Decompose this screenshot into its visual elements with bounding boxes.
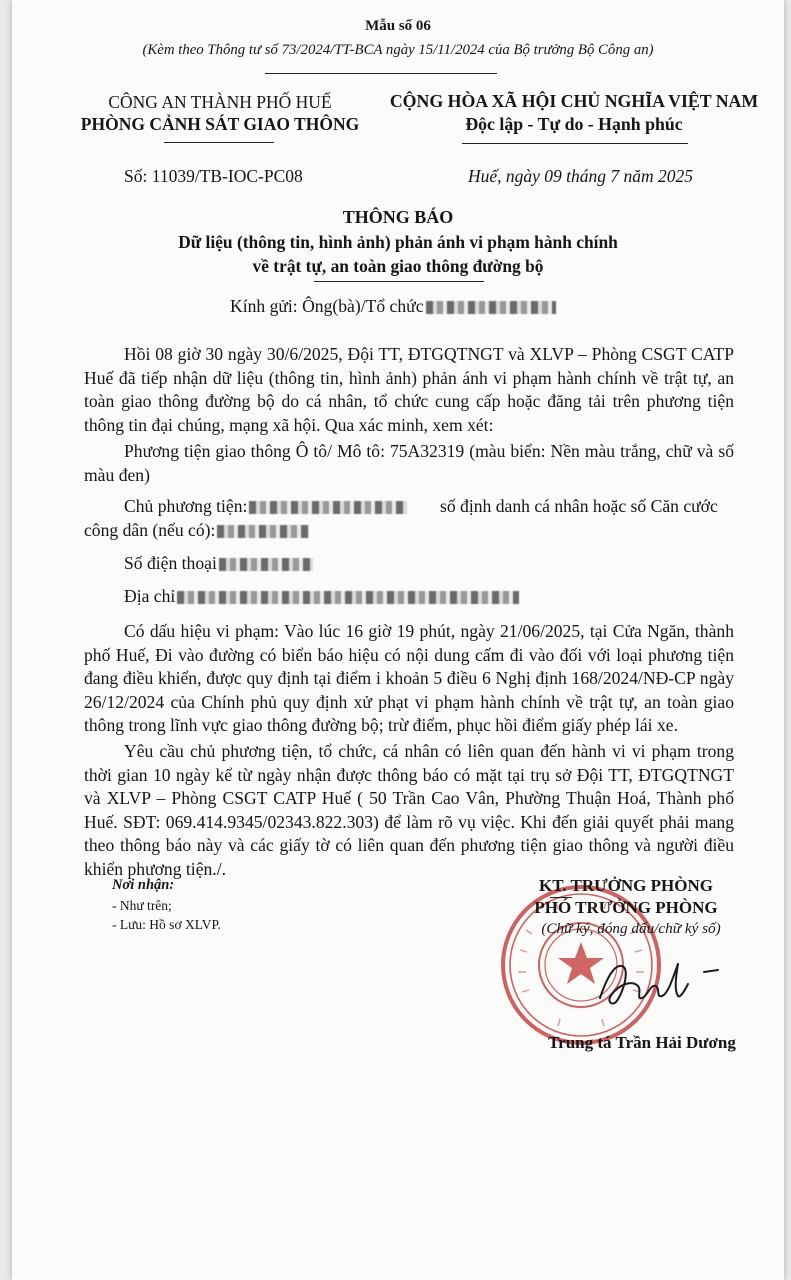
issuer-line1: CÔNG AN THÀNH PHỐ HUẾ — [108, 92, 332, 112]
redacted-owner-id — [217, 525, 309, 538]
recipient-item: - Như trên; — [112, 898, 172, 913]
redacted-phone — [219, 558, 313, 571]
signature-note: (Chữ ký, đóng dấu/chữ ký số) — [541, 920, 721, 937]
signature-title-2: PHÓ TRƯỞNG PHÒNG — [534, 898, 718, 917]
phone-label: Số điện thoại — [124, 553, 217, 573]
document-number: Số: 11039/TB-IOC-PC08 — [124, 166, 303, 186]
greeting-line — [230, 296, 556, 317]
signature-title-1: KT. TRƯỞNG PHÒNG — [539, 876, 713, 895]
greeting-text: Kính gửi: Ông(bà)/Tổ chức — [230, 296, 424, 316]
recipient-item: - Lưu: Hồ sơ XLVP. — [112, 917, 221, 932]
divider — [314, 281, 484, 282]
address-label: Địa chỉ — [124, 586, 176, 606]
redacted-address — [177, 591, 519, 604]
document-page — [12, 0, 784, 1280]
owner-id-text: công dân (nếu có): — [84, 520, 216, 540]
handwritten-signature — [592, 950, 732, 1020]
state-header-line1: CỘNG HÒA XÃ HỘI CHỦ NGHĨA VIỆT NAM — [389, 91, 759, 111]
document-subtitle-1: Dữ liệu (thông tin, hình ảnh) phản ánh vi phạm hành chính — [178, 232, 618, 252]
redacted-recipient-name — [426, 301, 556, 314]
phone-line — [124, 553, 313, 574]
recipients-label: Nơi nhận: — [112, 877, 175, 893]
owner-id-line — [84, 520, 309, 541]
paragraph-received: Hồi 08 giờ 30 ngày 30/6/2025, Đội TT, ĐTGQTNGT và XLVP – Phòng CSGT CATP Huế đã tiếp nhận dữ liệu (thông tin, hình ảnh) phản ánh vi phạm hành chính về trật tự, an toàn giao thông đường bộ do cá nhân, tổ chức cung cấp hoặc đăng tải trên phương tiện thông tin đại chúng, mạng xã hội. Qua xác minh, xem xét: — [84, 344, 734, 435]
owner-label: Chủ phương tiện: — [124, 496, 248, 516]
redacted-owner-name — [249, 501, 407, 514]
owner-id-label: số định danh cá nhân hoặc số Căn cước — [440, 496, 718, 516]
state-header-line2: Độc lập - Tự do - Hạnh phúc — [465, 114, 683, 134]
document-subtitle-2: về trật tự, an toàn giao thông đường bộ — [252, 256, 544, 276]
paragraph-violation: Có dấu hiệu vi phạm: Vào lúc 16 giờ 19 phút, ngày 21/06/2025, tại Cửa Ngăn, thành phố Huế, Đi vào đường có biển báo hiệu có nội dung cấm đi vào đối với loại phương tiện đang điều khiển, được quy định tại điểm i khoản 5 điều 6 Nghị định 168/2024/NĐ-CP ngày 26/12/2024 của Chính phủ quy định xử phạt vi phạm hành chính về trật tự, an toàn giao thông trong lĩnh vực giao thông đường bộ; trừ điểm, phục hồi điểm giấy phép lái xe. — [84, 621, 734, 736]
paragraph-vehicle: Phương tiện giao thông Ô tô/ Mô tô: 75A32319 (màu biển: Nền màu trắng, chữ và số màu đen) — [84, 441, 734, 485]
address-line — [124, 586, 519, 607]
signer-name: Trung tá Trần Hải Dương — [548, 1033, 736, 1052]
attachment-note: (Kèm theo Thông tư số 73/2024/TT-BCA ngày 15/11/2024 của Bộ trưởng Bộ Công an) — [142, 42, 654, 58]
divider — [265, 73, 497, 74]
divider — [462, 143, 688, 144]
document-title: THÔNG BÁO — [342, 207, 454, 227]
divider — [164, 142, 274, 143]
owner-line — [124, 496, 407, 517]
paragraph-request: Yêu cầu chủ phương tiện, tổ chức, cá nhân có liên quan đến hành vi vi phạm trong thời gian 10 ngày kể từ ngày nhận được thông báo có mặt tại trụ sở Đội TT, ĐTGQTNGT và XLVP – Phòng CSGT CATP Huế ( 50 Trần Cao Vân, Phường Thuận Hoá, Thành phố Huế. SĐT: 069.414.9345/02343.822.303) để làm rõ vụ việc. Khi đến giải quyết phải mang theo thông báo này và các giấy tờ có liên quan đến phương tiện giao thông và người điều khiển phương tiện./. — [84, 741, 734, 879]
document-date: Huế, ngày 09 tháng 7 năm 2025 — [468, 166, 694, 186]
form-number: Mẫu số 06 — [365, 18, 431, 34]
issuer-line2: PHÒNG CẢNH SÁT GIAO THÔNG — [80, 114, 360, 134]
